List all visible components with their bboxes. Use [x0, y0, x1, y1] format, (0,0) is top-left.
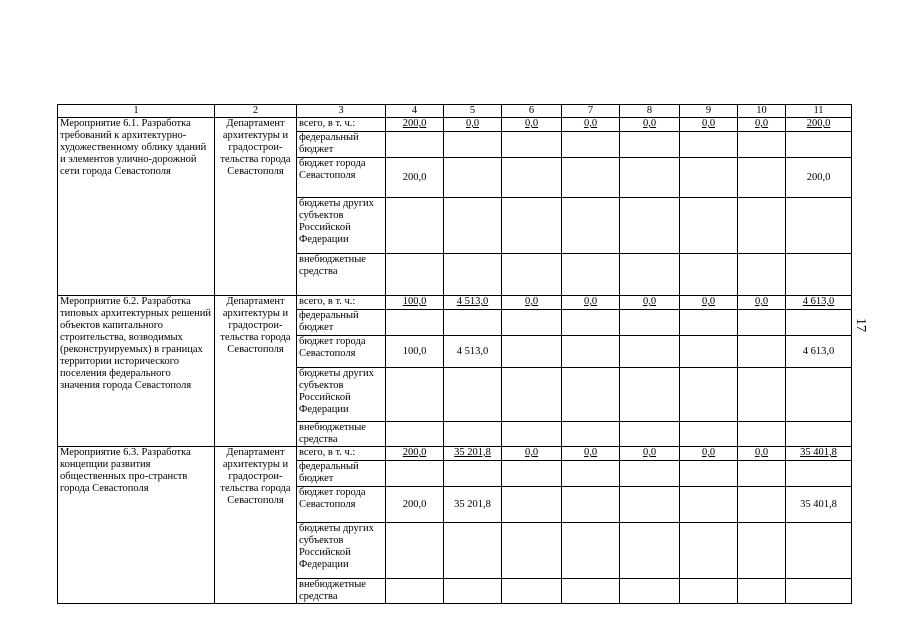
amount-cell	[738, 368, 786, 422]
column-header: 1	[58, 105, 215, 118]
amount-cell	[680, 254, 738, 296]
amount-cell: 0,0	[680, 296, 738, 310]
amount-cell	[444, 158, 502, 198]
amount-cell	[680, 158, 738, 198]
amount-cell	[620, 523, 680, 579]
amount-cell: 0,0	[738, 296, 786, 310]
amount-cell	[502, 422, 562, 447]
responsible-department: Департамент архитектуры и градострои-тельства города Севастополя	[215, 447, 297, 604]
table-row	[58, 118, 852, 132]
amount-cell: 0,0	[562, 296, 620, 310]
amount-cell: 200,0	[386, 447, 444, 461]
amount-cell	[386, 198, 444, 254]
amount-cell	[562, 368, 620, 422]
amount-cell	[562, 132, 620, 158]
budget-table	[57, 104, 852, 604]
funding-source: бюджет города Севастополя	[297, 487, 386, 523]
header-row	[58, 105, 852, 118]
measure-title: Мероприятие 6.1. Разработка требований к архитектурно-художественному облику зданий и элементов улично-дорожной сети города Севастополя	[58, 118, 215, 296]
funding-source: бюджеты других субъектов Российской Федерации	[297, 523, 386, 579]
amount-cell	[444, 368, 502, 422]
amount-cell	[680, 310, 738, 336]
amount-cell	[738, 198, 786, 254]
responsible-department: Департамент архитектуры и градострои-тельства города Севастополя	[215, 118, 297, 296]
amount-cell	[562, 198, 620, 254]
amount-cell	[386, 461, 444, 487]
column-header: 6	[502, 105, 562, 118]
amount-cell: 200,0	[386, 118, 444, 132]
amount-cell	[562, 579, 620, 604]
table-row	[58, 447, 852, 461]
funding-source: бюджет города Севастополя	[297, 336, 386, 368]
amount-cell	[620, 461, 680, 487]
amount-cell: 100,0	[386, 336, 444, 368]
amount-cell: 35 201,8	[444, 487, 502, 523]
funding-source: федеральный бюджет	[297, 310, 386, 336]
amount-cell: 0,0	[502, 296, 562, 310]
funding-source: всего, в т. ч.:	[297, 118, 386, 132]
amount-cell	[502, 461, 562, 487]
amount-cell	[562, 487, 620, 523]
amount-cell	[786, 254, 852, 296]
amount-cell	[502, 198, 562, 254]
column-header: 7	[562, 105, 620, 118]
amount-cell	[562, 254, 620, 296]
amount-cell	[386, 579, 444, 604]
amount-cell: 4 613,0	[786, 336, 852, 368]
amount-cell: 0,0	[680, 447, 738, 461]
column-header: 2	[215, 105, 297, 118]
amount-cell: 0,0	[620, 296, 680, 310]
amount-cell	[444, 132, 502, 158]
funding-source: всего, в т. ч.:	[297, 447, 386, 461]
amount-cell	[786, 523, 852, 579]
amount-cell	[786, 461, 852, 487]
amount-cell	[562, 461, 620, 487]
amount-cell: 4 613,0	[786, 296, 852, 310]
amount-cell	[620, 198, 680, 254]
amount-cell	[502, 310, 562, 336]
amount-cell	[444, 523, 502, 579]
amount-cell: 0,0	[562, 447, 620, 461]
column-header: 11	[786, 105, 852, 118]
funding-source: бюджет города Севастополя	[297, 158, 386, 198]
amount-cell	[680, 461, 738, 487]
amount-cell	[738, 310, 786, 336]
amount-cell: 0,0	[738, 447, 786, 461]
amount-cell	[680, 368, 738, 422]
amount-cell	[786, 198, 852, 254]
funding-source: внебюджетные средства	[297, 579, 386, 604]
amount-cell: 0,0	[738, 118, 786, 132]
amount-cell	[386, 310, 444, 336]
table-row	[58, 296, 852, 310]
amount-cell	[738, 132, 786, 158]
column-header: 3	[297, 105, 386, 118]
amount-cell	[738, 158, 786, 198]
amount-cell	[786, 132, 852, 158]
amount-cell: 0,0	[502, 118, 562, 132]
amount-cell	[502, 158, 562, 198]
amount-cell	[738, 523, 786, 579]
amount-cell	[444, 254, 502, 296]
page-number: 17	[853, 318, 868, 332]
amount-cell	[562, 336, 620, 368]
funding-source: бюджеты других субъектов Российской Федерации	[297, 368, 386, 422]
amount-cell	[786, 368, 852, 422]
amount-cell: 200,0	[386, 158, 444, 198]
amount-cell	[502, 579, 562, 604]
amount-cell: 4 513,0	[444, 296, 502, 310]
amount-cell	[386, 422, 444, 447]
amount-cell: 0,0	[620, 118, 680, 132]
funding-source: федеральный бюджет	[297, 461, 386, 487]
amount-cell	[620, 422, 680, 447]
amount-cell	[620, 336, 680, 368]
amount-cell	[620, 579, 680, 604]
amount-cell	[680, 422, 738, 447]
amount-cell	[620, 368, 680, 422]
funding-source: федеральный бюджет	[297, 132, 386, 158]
amount-cell	[680, 198, 738, 254]
funding-source: бюджеты других субъектов Российской Федерации	[297, 198, 386, 254]
amount-cell	[680, 132, 738, 158]
amount-cell	[738, 579, 786, 604]
column-header: 5	[444, 105, 502, 118]
amount-cell	[502, 368, 562, 422]
funding-source: внебюджетные средства	[297, 254, 386, 296]
measure-title: Мероприятие 6.2. Разработка типовых архитектурных решений объектов капитального строительства, возводимых (реконструируемых) в границах территории исторического поселения федерального значения города Севастополя	[58, 296, 215, 447]
amount-cell	[386, 254, 444, 296]
measure-title: Мероприятие 6.3. Разработка концепции развития общественных про-странств города Севастополя	[58, 447, 215, 604]
funding-source: внебюджетные средства	[297, 422, 386, 447]
amount-cell: 200,0	[386, 487, 444, 523]
responsible-department: Департамент архитектуры и градострои-тельства города Севастополя	[215, 296, 297, 447]
amount-cell	[738, 336, 786, 368]
column-header: 10	[738, 105, 786, 118]
amount-cell	[386, 368, 444, 422]
amount-cell	[502, 132, 562, 158]
amount-cell	[562, 310, 620, 336]
column-header: 8	[620, 105, 680, 118]
amount-cell	[502, 254, 562, 296]
amount-cell	[786, 579, 852, 604]
amount-cell	[444, 310, 502, 336]
amount-cell	[738, 254, 786, 296]
amount-cell: 4 513,0	[444, 336, 502, 368]
amount-cell: 0,0	[620, 447, 680, 461]
column-header: 9	[680, 105, 738, 118]
funding-source: всего, в т. ч.:	[297, 296, 386, 310]
amount-cell	[620, 487, 680, 523]
amount-cell: 0,0	[444, 118, 502, 132]
amount-cell	[786, 422, 852, 447]
amount-cell: 200,0	[786, 158, 852, 198]
amount-cell: 0,0	[502, 447, 562, 461]
amount-cell	[786, 310, 852, 336]
amount-cell	[738, 487, 786, 523]
amount-cell	[680, 523, 738, 579]
amount-cell	[444, 422, 502, 447]
amount-cell	[386, 523, 444, 579]
amount-cell	[738, 422, 786, 447]
amount-cell	[386, 132, 444, 158]
column-header: 4	[386, 105, 444, 118]
amount-cell	[502, 523, 562, 579]
amount-cell	[620, 310, 680, 336]
amount-cell	[620, 158, 680, 198]
amount-cell: 35 401,8	[786, 487, 852, 523]
amount-cell	[502, 487, 562, 523]
amount-cell	[620, 132, 680, 158]
amount-cell: 0,0	[680, 118, 738, 132]
amount-cell	[562, 422, 620, 447]
amount-cell: 0,0	[562, 118, 620, 132]
amount-cell	[680, 336, 738, 368]
amount-cell	[502, 336, 562, 368]
amount-cell	[562, 158, 620, 198]
amount-cell	[620, 254, 680, 296]
amount-cell	[562, 523, 620, 579]
amount-cell: 100,0	[386, 296, 444, 310]
amount-cell: 35 201,8	[444, 447, 502, 461]
amount-cell: 35 401,8	[786, 447, 852, 461]
amount-cell	[680, 487, 738, 523]
amount-cell	[444, 461, 502, 487]
amount-cell	[444, 198, 502, 254]
amount-cell: 200,0	[786, 118, 852, 132]
amount-cell	[680, 579, 738, 604]
amount-cell	[444, 579, 502, 604]
amount-cell	[738, 461, 786, 487]
